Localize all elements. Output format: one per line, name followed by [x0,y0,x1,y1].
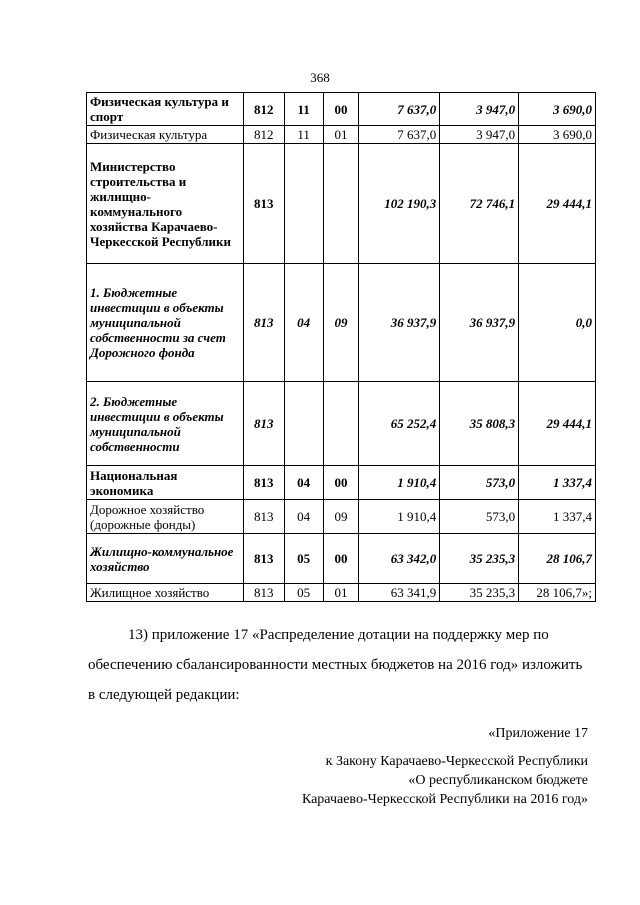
row-value-2: 72 746,1 [440,144,519,264]
row-subsection: 09 [323,500,359,534]
row-section: 04 [284,500,323,534]
row-value-3: 28 106,7»; [519,584,596,602]
row-subsection [323,382,359,466]
row-value-1: 63 341,9 [359,584,440,602]
row-value-3: 3 690,0 [519,126,596,144]
row-code: 813 [243,382,284,466]
row-value-3: 29 444,1 [519,382,596,466]
row-subsection: 00 [323,534,359,584]
row-value-2: 36 937,9 [440,264,519,382]
row-section [284,144,323,264]
row-value-3: 1 337,4 [519,466,596,500]
row-section: 05 [284,584,323,602]
row-name: Министерство строительства и жилищно-коммунального хозяйства Карачаево-Черкесской Республики [87,144,244,264]
appendix-title [488,724,588,743]
row-value-1: 7 637,0 [359,93,440,126]
row-section: 11 [284,93,323,126]
row-subsection [323,144,359,264]
row-code: 812 [243,93,284,126]
row-code: 812 [243,126,284,144]
row-section: 04 [284,466,323,500]
row-name: Национальная экономика [87,466,244,500]
table-row [87,93,596,126]
row-name: Физическая культура [87,126,244,144]
table-row [87,466,596,500]
row-name: 2. Бюджетные инвестиции в объекты муниципальной собственности [87,382,244,466]
table-row [87,144,596,264]
table-row [87,264,596,382]
row-section: 05 [284,534,323,584]
table-row [87,126,596,144]
row-value-1: 102 190,3 [359,144,440,264]
appendix-line: к Закону Карачаево-Черкесской Республики [325,754,588,769]
row-code: 813 [243,500,284,534]
budget-table [86,92,596,602]
row-value-1: 1 910,4 [359,500,440,534]
table-row [87,584,596,602]
row-value-2: 573,0 [440,466,519,500]
row-name: 1. Бюджетные инвестиции в объекты муниципальной собственности за счет Дорожного фонда [87,264,244,382]
row-subsection: 09 [323,264,359,382]
row-name: Жилищно-коммунальное хозяйство [87,534,244,584]
row-name: Дорожное хозяйство (дорожные фонды) [87,500,244,534]
paragraph-line: 13) приложение 17 «Распределение дотации на поддержку мер по [128,627,549,643]
row-code: 813 [243,534,284,584]
table-row [87,500,596,534]
row-name: Физическая культура и спорт [87,93,244,126]
row-value-3: 3 690,0 [519,93,596,126]
row-value-2: 573,0 [440,500,519,534]
row-value-3: 29 444,1 [519,144,596,264]
paragraph-line: обеспечению сбалансированности местных бюджетов на 2016 год» изложить [88,657,583,673]
row-value-2: 3 947,0 [440,93,519,126]
row-code: 813 [243,584,284,602]
row-value-3: 0,0 [519,264,596,382]
row-value-1: 7 637,0 [359,126,440,144]
page-number: 368 [310,70,330,85]
row-code: 813 [243,264,284,382]
table-row [87,534,596,584]
row-value-2: 3 947,0 [440,126,519,144]
paragraph-line: в следующей редакции: [88,687,240,703]
row-value-1: 1 910,4 [359,466,440,500]
row-section: 11 [284,126,323,144]
row-value-1: 36 937,9 [359,264,440,382]
table-row [87,382,596,466]
row-subsection: 01 [323,584,359,602]
row-value-3: 28 106,7 [519,534,596,584]
row-section: 04 [284,264,323,382]
row-subsection: 00 [323,93,359,126]
amendment-paragraph [88,620,593,710]
row-value-1: 63 342,0 [359,534,440,584]
appendix-line: «Приложение 17 [488,726,588,741]
row-value-1: 65 252,4 [359,382,440,466]
row-value-2: 35 235,3 [440,584,519,602]
row-subsection: 01 [323,126,359,144]
row-code: 813 [243,144,284,264]
row-subsection: 00 [323,466,359,500]
row-value-2: 35 235,3 [440,534,519,584]
row-value-3: 1 337,4 [519,500,596,534]
appendix-line: «О республиканском бюджете [408,773,588,788]
row-section [284,382,323,466]
row-value-2: 35 808,3 [440,382,519,466]
appendix-reference [302,752,588,809]
appendix-line: Карачаево-Черкесской Республики на 2016 год» [301,792,588,807]
row-name: Жилищное хозяйство [87,584,244,602]
row-code: 813 [243,466,284,500]
